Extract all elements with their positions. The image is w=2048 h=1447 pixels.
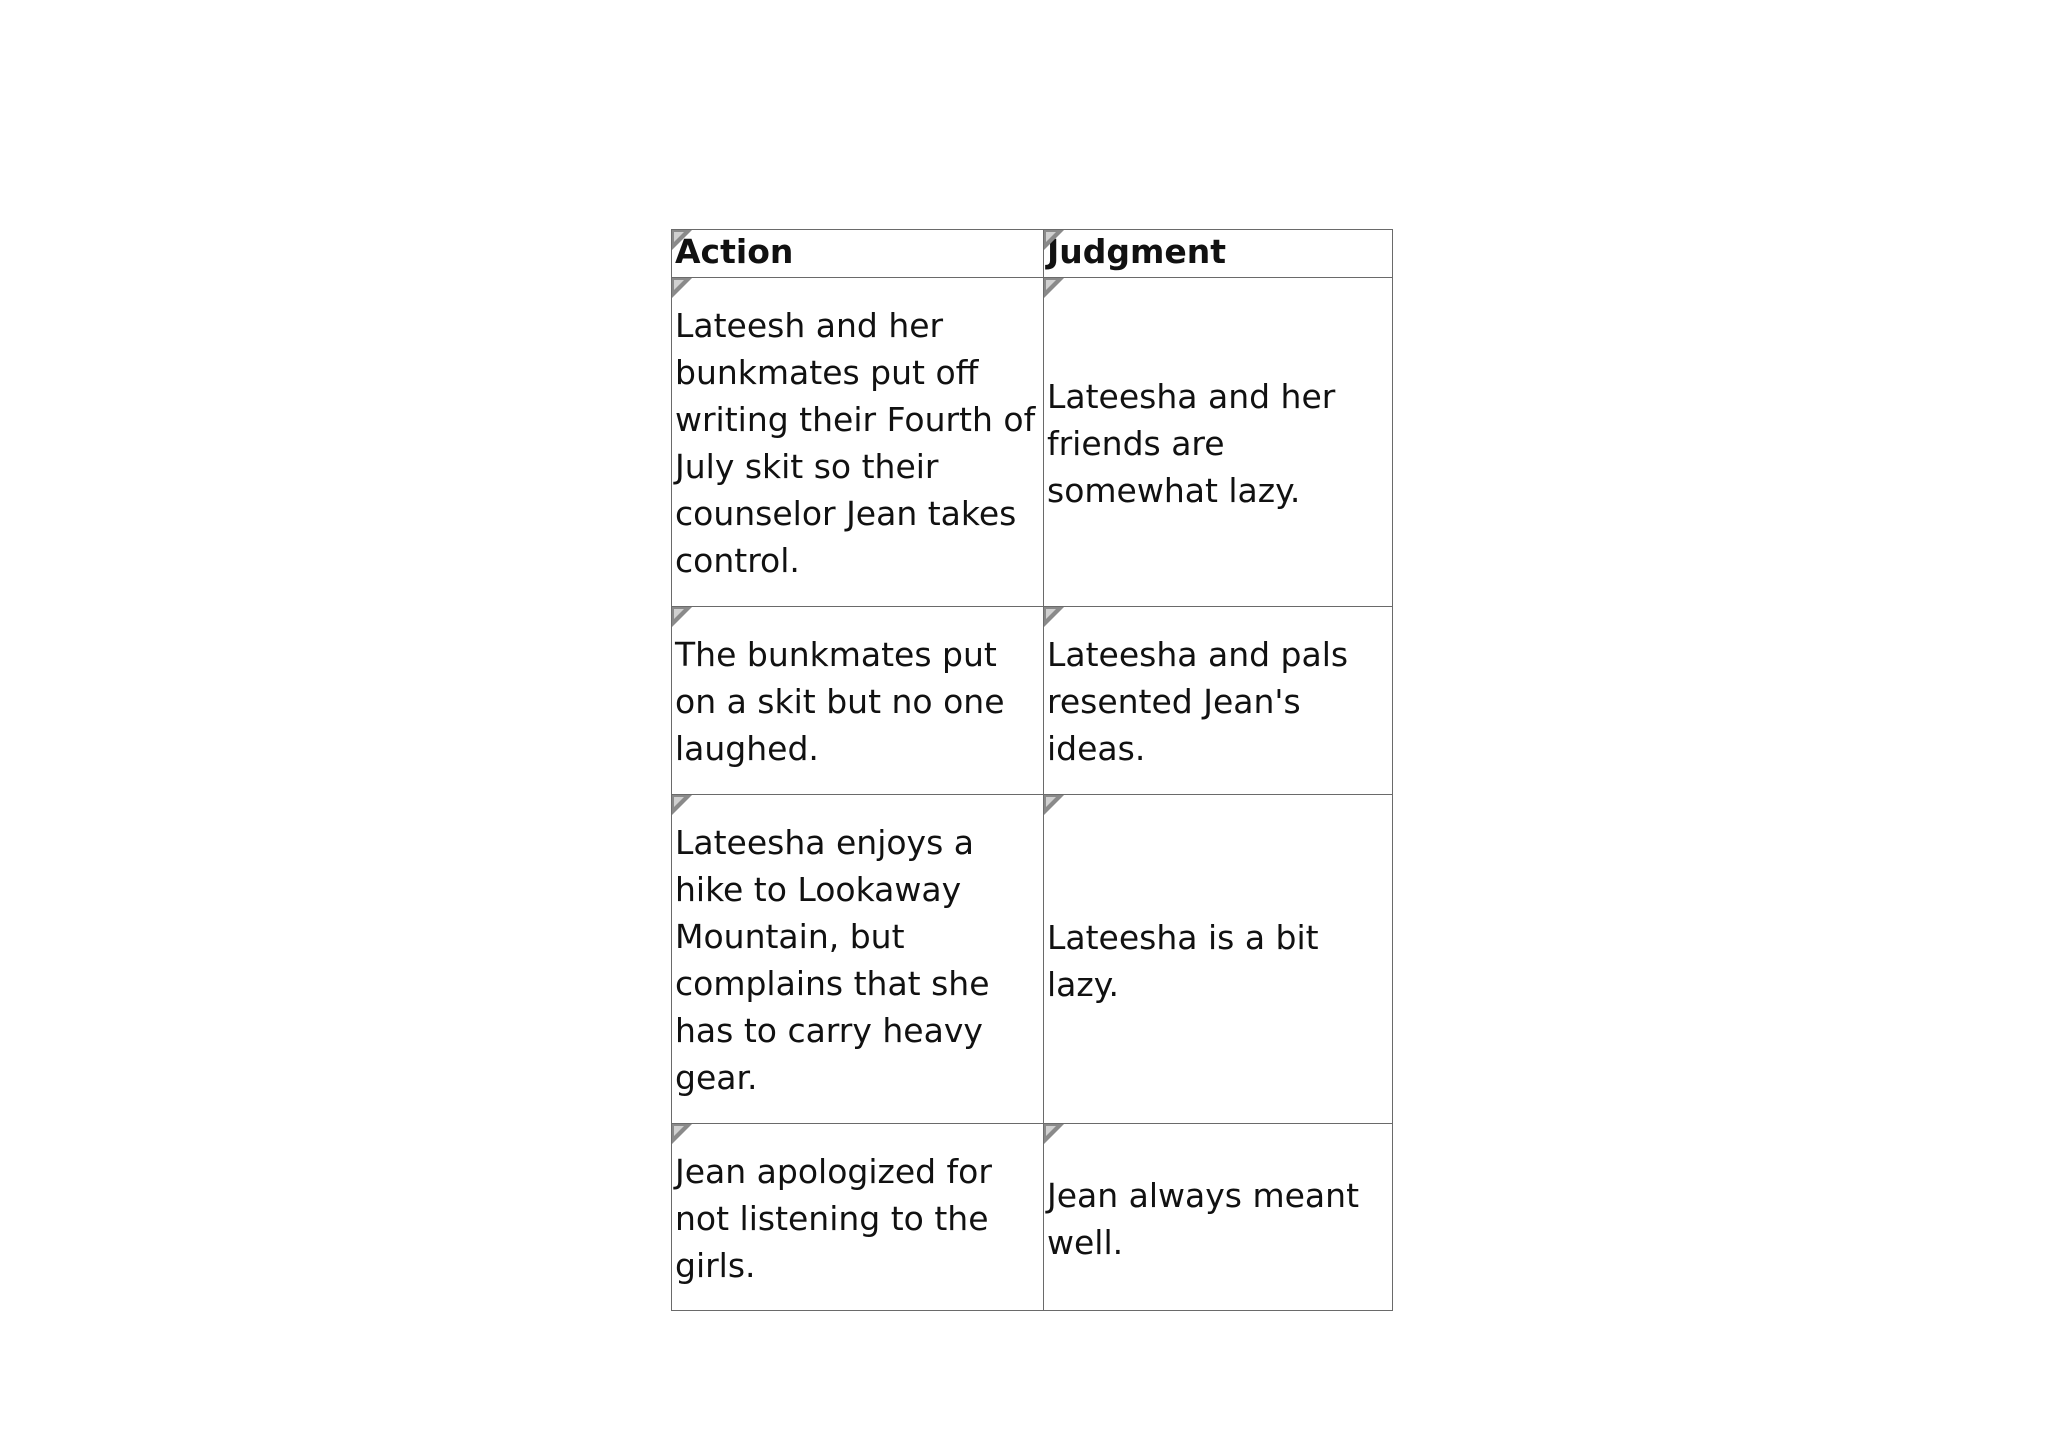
cell-corner-marker-icon [672,795,692,815]
action-text: Lateesha enjoys a hike to Lookaway Mountain, but complains that she has to carry heavy gear. [675,823,990,1097]
judgment-text: Lateesha is a bit lazy. [1047,918,1319,1004]
table-row [672,1124,1393,1311]
judgment-cell[interactable] [1044,278,1393,607]
table-row [672,795,1393,1124]
cell-corner-marker-icon [672,607,692,627]
table-row [672,278,1393,607]
cell-corner-marker-icon [672,230,692,250]
cell-corner-marker-icon [672,1124,692,1144]
judgment-text: Lateesha and her friends are somewhat lazy. [1047,377,1336,510]
action-text: The bunkmates put on a skit but no one laughed. [675,635,1005,768]
judgment-cell[interactable] [1044,607,1393,795]
cell-corner-marker-icon [1044,230,1064,250]
judgment-text: Jean always meant well. [1047,1176,1360,1262]
action-cell[interactable] [672,278,1044,607]
header-action-label: Action [675,232,794,271]
action-text: Jean apologized for not listening to the girls. [675,1152,992,1285]
header-cell-judgment[interactable] [1044,230,1393,278]
table-header-row [672,230,1393,278]
action-text: Lateesh and her bunkmates put off writing their Fourth of July skit so their counselor Jean takes control. [675,306,1036,580]
judgment-cell[interactable] [1044,1124,1393,1311]
cell-corner-marker-icon [1044,607,1064,627]
cell-corner-marker-icon [1044,278,1064,298]
judgment-cell[interactable] [1044,795,1393,1124]
action-cell[interactable] [672,1124,1044,1311]
cell-corner-marker-icon [672,278,692,298]
cell-corner-marker-icon [1044,795,1064,815]
action-cell[interactable] [672,607,1044,795]
judgment-text: Lateesha and pals resented Jean's ideas. [1047,635,1349,768]
cell-corner-marker-icon [1044,1124,1064,1144]
header-cell-action[interactable] [672,230,1044,278]
action-cell[interactable] [672,795,1044,1124]
header-judgment-label: Judgment [1047,232,1227,271]
action-judgment-table [671,229,1393,1311]
table-row [672,607,1393,795]
